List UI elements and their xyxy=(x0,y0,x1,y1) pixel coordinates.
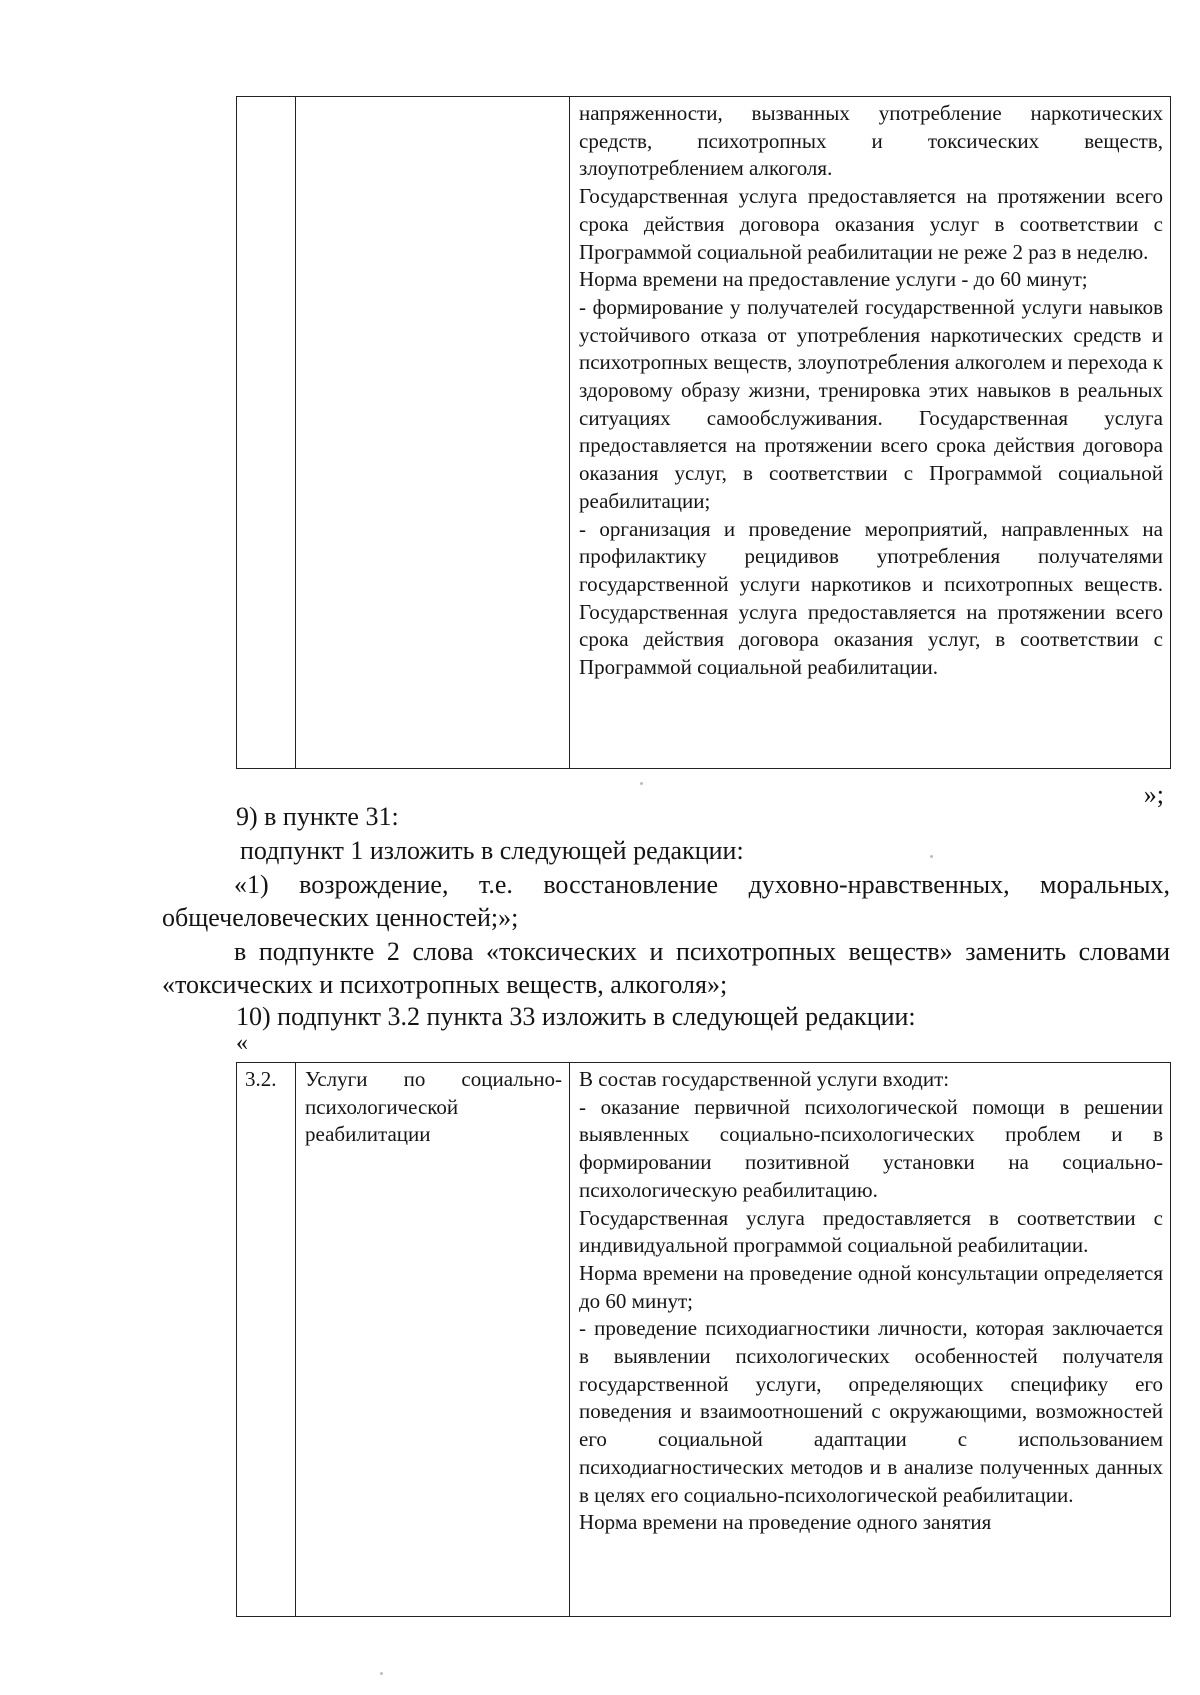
closing-quote: »; xyxy=(1143,780,1164,809)
description-paragraph: - формирование у получателей государственной услуги навыков устойчивого отказа от употребления наркотических средств и психотропных веществ, злоупотребления алкоголем и перехода к здоровому образу жизни, тренировка этих навыков в реальных ситуациях самообслуживания. Государственная услуга предоставляется на протяжении всего срока действия договора оказания услуг, в соответствии с Программой социальной реабилитации; xyxy=(579,294,1163,513)
description-paragraph: Норма времени на предоставление услуги - до 60 минут; xyxy=(579,267,1088,292)
description-paragraph: напряженности, вызванных употребление наркотических средств, психотропных и токсических веществ, злоупотреблением алкоголя. xyxy=(579,101,1163,181)
quote-1-paragraph: «1) возрождение, т.е. восстановление духовно-нравственных, моральных, общечеловеческих ценностей;»; xyxy=(162,870,1170,932)
scan-speck xyxy=(640,782,643,785)
description-paragraph: - оказание первичной психологической помощи в решении выявленных социально-психологических проблем и в формировании позитивной установки на социально-психологическую реабилитацию. xyxy=(579,1094,1163,1202)
bottom-table xyxy=(236,1062,1171,1617)
scan-speck xyxy=(380,1672,383,1675)
item-10: 10) подпункт 3.2 пункта 33 изложить в следующей редакции: xyxy=(236,1002,916,1031)
top-table xyxy=(236,96,1171,769)
description-paragraph: Государственная услуга предоставляется в соответствии с индивидуальной программой социальной реабилитации. xyxy=(579,1205,1163,1258)
service-name-cell: Услуги по социально-психологической реабилитации xyxy=(296,1063,570,1617)
subitem-1: подпункт 1 изложить в следующей редакции: xyxy=(240,836,744,865)
description-paragraph: В состав государственной услуги входит: xyxy=(579,1067,950,1091)
description-paragraph: Государственная услуга предоставляется на протяжении всего срока действия договора оказания услуг в соответствии с Программой социальной реабилитации не реже 2 раз в неделю. xyxy=(579,184,1163,264)
row-number-cell: 3.2. xyxy=(237,1063,296,1617)
service-description-cell xyxy=(570,97,1171,769)
service-name-cell xyxy=(296,97,570,769)
subitem-2-paragraph: в подпункте 2 слова «токсических и психотропных веществ» заменить словами «токсических и психотропных веществ, алкоголя»; xyxy=(162,937,1170,999)
description-paragraph: Норма времени на проведение одной консультации определяется до 60 минут; xyxy=(579,1260,1163,1313)
scan-speck xyxy=(930,855,933,858)
table-row xyxy=(237,1063,1171,1617)
service-description-cell xyxy=(570,1063,1171,1617)
description-paragraph: - проведение психодиагностики личности, которая заключается в выявлении психологических особенностей получателя государственной услуги, определяющих специфику его поведения и взаимоотношений с окружающими, возможностей его социальной адаптации с использованием психодиагностических методов и в анализе полученных данных в целях его социально-психологической реабилитации. xyxy=(579,1316,1163,1507)
row-number-cell xyxy=(237,97,296,769)
description-paragraph: Норма времени на проведение одного занятия xyxy=(579,1510,992,1535)
opening-quote: « xyxy=(236,1030,248,1056)
item-9: 9) в пункте 31: xyxy=(236,802,399,831)
table-row xyxy=(237,97,1171,769)
description-paragraph: - организация и проведение мероприятий, направленных на профилактику рецидивов употребления получателями государственной услуги наркотиков и психотропных веществ. Государственная услуга предоставляется на протяжении всего срока действия договора оказания услуг, в соответствии с Программой социальной реабилитации. xyxy=(579,516,1163,680)
